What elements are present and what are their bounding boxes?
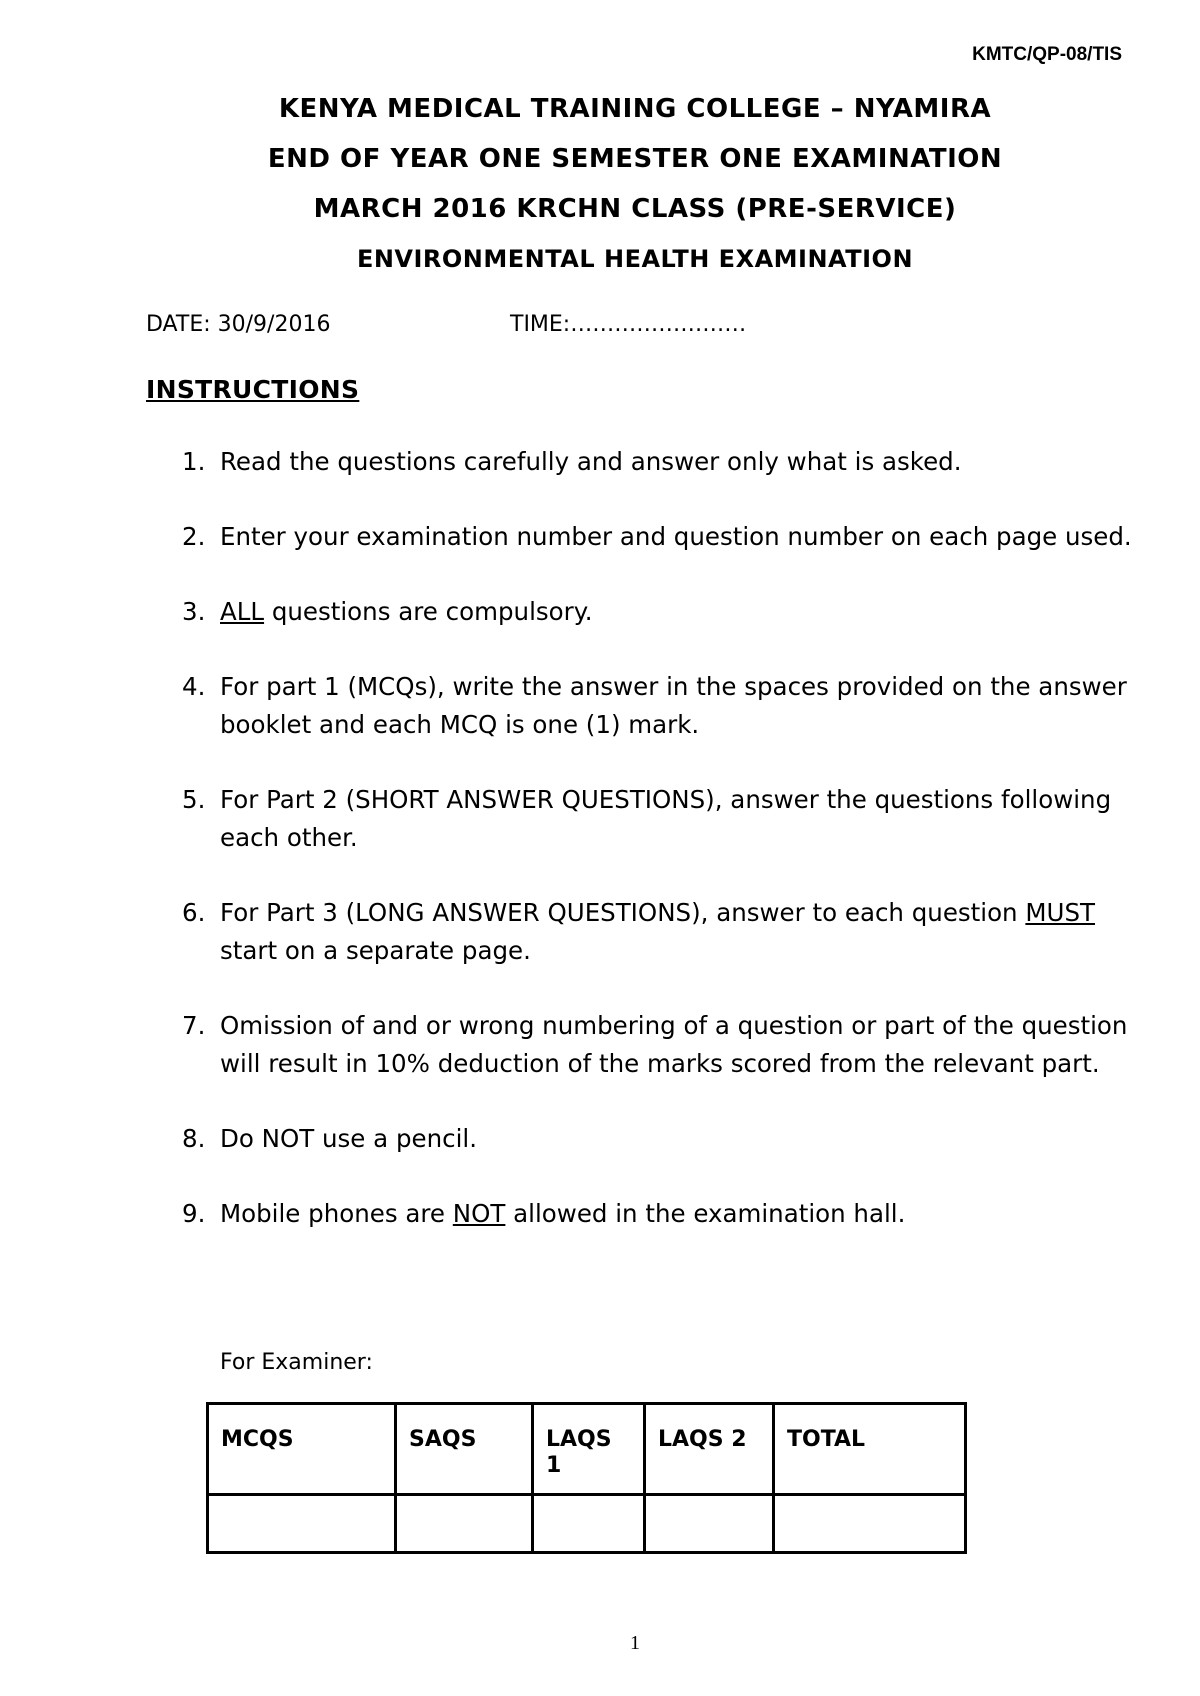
instruction-number: 1.	[182, 447, 206, 476]
laqs-1-score-cell[interactable]	[533, 1495, 645, 1553]
class-title: MARCH 2016 KRCHN CLASS (PRE-SERVICE)	[313, 194, 957, 224]
subject-title: ENVIRONMENTAL HEALTH EXAMINATION	[356, 245, 914, 273]
instruction-item	[146, 1195, 1136, 1233]
instruction-text-pre: For Part 3 (LONG ANSWER QUESTIONS), answer to each question	[220, 898, 1026, 927]
instruction-number: 8.	[182, 1124, 206, 1153]
instruction-number: 9.	[182, 1199, 206, 1228]
marks-entry-row	[208, 1495, 966, 1553]
instruction-item	[146, 1007, 1136, 1083]
instruction-item	[146, 1120, 1136, 1158]
instruction-number: 5.	[182, 785, 206, 814]
mcqs-score-cell[interactable]	[208, 1495, 396, 1553]
instruction-item	[146, 518, 1136, 556]
instructions-heading: INSTRUCTIONS	[146, 375, 360, 404]
column-header-laqs-1: LAQS 1	[533, 1404, 645, 1495]
instruction-number: 2.	[182, 522, 206, 551]
instruction-item	[146, 894, 1136, 970]
instruction-text	[220, 597, 593, 626]
instruction-number: 3.	[182, 597, 206, 626]
instruction-item	[146, 781, 1136, 857]
instruction-text: Read the questions carefully and answer only what is asked.	[220, 447, 962, 476]
emphasis-not: NOT	[452, 1199, 506, 1228]
exam-date: DATE: 30/9/2016	[146, 312, 331, 337]
instruction-text: Do NOT use a pencil.	[220, 1124, 477, 1153]
page-number: 1	[630, 1632, 640, 1654]
instruction-text-post: allowed in the examination hall.	[505, 1199, 906, 1228]
instruction-item	[146, 593, 1136, 631]
instruction-text: For part 1 (MCQs), write the answer in the spaces provided on the answer booklet and each MCQ is one (1) mark.	[220, 672, 1127, 739]
instruction-text: Enter your examination number and question number on each page used.	[220, 522, 1132, 551]
instruction-text: For Part 2 (SHORT ANSWER QUESTIONS), answer the questions following each other.	[220, 785, 1112, 852]
instruction-text-pre: Mobile phones are	[220, 1199, 453, 1228]
marks-header-row	[208, 1404, 966, 1495]
instructions-list	[146, 443, 1136, 1270]
college-name: KENYA MEDICAL TRAINING COLLEGE – NYAMIRA	[278, 94, 992, 124]
total-score-cell[interactable]	[774, 1495, 966, 1553]
instruction-text	[220, 1199, 905, 1228]
exam-time: TIME:……………………	[510, 312, 747, 337]
instruction-number: 4.	[182, 672, 206, 701]
instruction-number: 7.	[182, 1011, 206, 1040]
instruction-text: Omission of and or wrong numbering of a question or part of the question will result in 10% deduction of the marks scored from the relevant part.	[220, 1011, 1128, 1078]
column-header-mcqs: MCQS	[208, 1404, 396, 1495]
column-header-total: TOTAL	[774, 1404, 966, 1495]
instruction-text-post: start on a separate page.	[220, 936, 531, 965]
emphasis-all: ALL	[220, 597, 265, 626]
instruction-text	[220, 898, 1095, 965]
column-header-saqs: SAQS	[396, 1404, 533, 1495]
emphasis-must: MUST	[1025, 898, 1095, 927]
examiner-marks-table	[206, 1402, 967, 1554]
laqs-2-score-cell[interactable]	[645, 1495, 774, 1553]
column-header-laqs-2: LAQS 2	[645, 1404, 774, 1495]
instruction-number: 6.	[182, 898, 206, 927]
exam-title: END OF YEAR ONE SEMESTER ONE EXAMINATION	[267, 144, 1003, 174]
instruction-text-post: questions are compulsory.	[264, 597, 593, 626]
examiner-label: For Examiner:	[220, 1350, 373, 1375]
instruction-item	[146, 443, 1136, 481]
title-block	[0, 92, 1200, 292]
instruction-item	[146, 668, 1136, 744]
saqs-score-cell[interactable]	[396, 1495, 533, 1553]
document-code: KMTC/QP-08/TIS	[972, 44, 1122, 65]
